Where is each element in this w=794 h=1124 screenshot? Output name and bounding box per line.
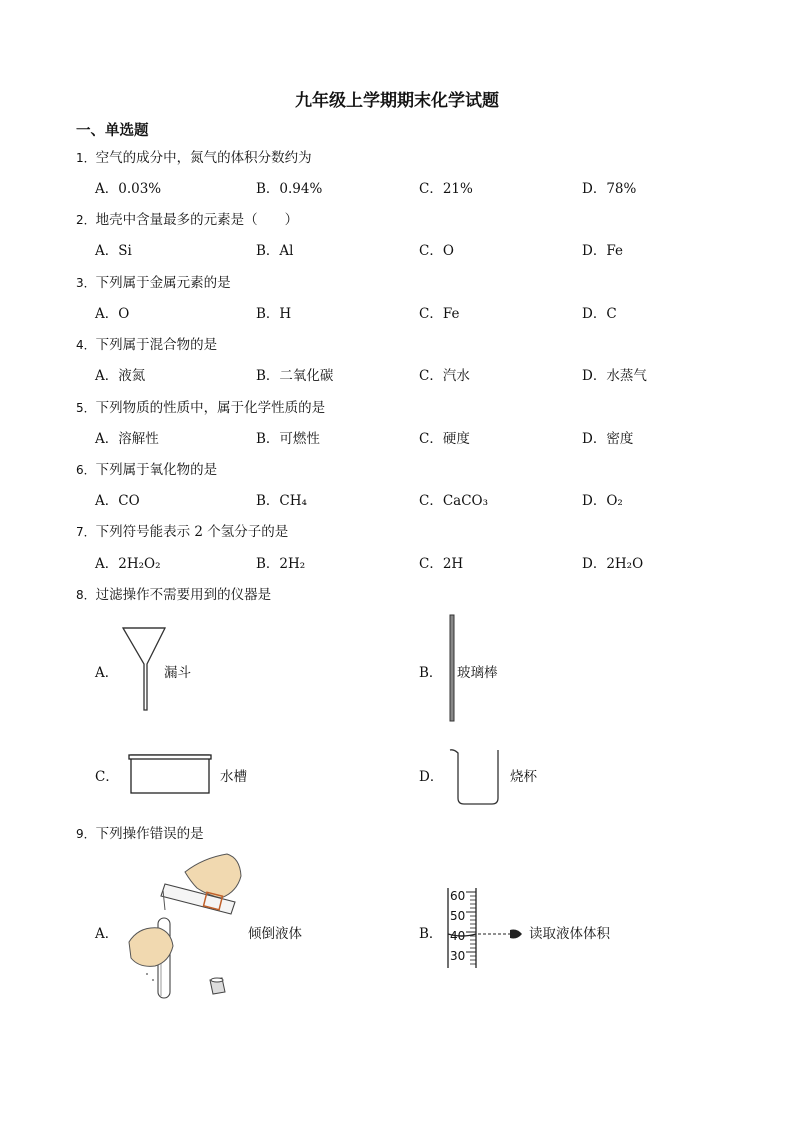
question-number: 4． (76, 338, 96, 352)
option-b: B．CH₄ (256, 493, 307, 509)
question-text: 下列符号能表示 2 个氢分子的是 (95, 524, 289, 540)
question-text: 过滤操作不需要用到的仪器是 (95, 587, 272, 603)
option-d: D．78% (582, 181, 637, 197)
question-number: 8． (76, 588, 96, 602)
option-a: A． (95, 926, 119, 942)
tick-30: 30 (450, 949, 466, 963)
option-c: C．Fe (419, 306, 460, 322)
option-a: A．CO (95, 493, 140, 509)
funnel-label: 漏斗 (164, 665, 191, 681)
option-d: D．2H₂O (582, 556, 644, 572)
option-a: A． (95, 665, 119, 681)
beaker-icon (448, 746, 508, 808)
tick-60: 60 (450, 889, 466, 903)
pouring-liquid-illustration (125, 850, 245, 1000)
question-number: 6． (76, 463, 96, 477)
question-number: 5． (76, 401, 96, 415)
option-d: D．Fe (582, 243, 623, 259)
question-7 (76, 520, 288, 540)
option-a: A．O (95, 306, 130, 322)
question-number: 1． (76, 151, 96, 165)
option-c: C．汽水 (419, 368, 470, 384)
option-c: C．2H (419, 556, 464, 572)
water-trough-label: 水槽 (220, 769, 247, 785)
pouring-label: 倾倒液体 (248, 926, 302, 942)
question-number: 7． (76, 525, 96, 539)
question-2 (76, 208, 298, 228)
page-title: 九年级上学期期末化学试题 (295, 91, 499, 111)
option-c: C．硬度 (419, 431, 470, 447)
option-b: B． (419, 926, 443, 942)
option-c: C．O (419, 243, 454, 259)
option-a: A．液氮 (95, 368, 146, 384)
reading-volume-label: 读取液体体积 (529, 926, 610, 942)
option-b: B．二氧化碳 (256, 368, 334, 384)
tick-40: 40 (450, 929, 466, 943)
question-number: 9． (76, 827, 96, 841)
question-3 (76, 271, 231, 291)
tick-50: 50 (450, 909, 466, 923)
option-d: D．密度 (582, 431, 634, 447)
question-text: 下列操作错误的是 (95, 826, 204, 842)
glass-rod-label: 玻璃棒 (457, 665, 498, 681)
question-text: 下列属于金属元素的是 (95, 275, 231, 291)
option-b: B．Al (256, 243, 294, 259)
section-heading: 一、单选题 (76, 123, 149, 139)
water-trough-icon (128, 754, 212, 796)
question-5 (76, 396, 325, 416)
option-b: B．0.94% (256, 181, 323, 197)
question-6 (76, 458, 217, 478)
option-c: C． (95, 769, 119, 785)
option-a: A．Si (95, 243, 132, 259)
question-text: 地壳中含量最多的元素是（ ） (95, 212, 299, 228)
question-1 (76, 146, 312, 166)
option-a: A．0.03% (95, 181, 162, 197)
option-b: B．可燃性 (256, 431, 320, 447)
option-a: A．2H₂O₂ (95, 556, 161, 572)
option-d: D． (419, 769, 444, 785)
question-9 (76, 822, 204, 842)
option-c: C．CaCO₃ (419, 493, 489, 509)
question-text: 下列属于混合物的是 (95, 337, 218, 353)
option-a: A．溶解性 (95, 431, 159, 447)
question-4 (76, 333, 217, 353)
question-number: 2． (76, 213, 96, 227)
question-text: 下列属于氧化物的是 (95, 462, 218, 478)
option-c: C．21% (419, 181, 473, 197)
question-8 (76, 583, 271, 603)
option-d: D．C (582, 306, 617, 322)
question-text: 下列物质的性质中，属于化学性质的是 (95, 400, 326, 416)
option-b: B． (419, 665, 443, 681)
option-b: B．H (256, 306, 292, 322)
beaker-label: 烧杯 (510, 769, 537, 785)
option-d: D．水蒸气 (582, 368, 647, 384)
question-text: 空气的成分中，氮气的体积分数约为 (95, 150, 312, 166)
option-d: D．O₂ (582, 493, 623, 509)
question-number: 3． (76, 276, 96, 290)
option-b: B．2H₂ (256, 556, 306, 572)
